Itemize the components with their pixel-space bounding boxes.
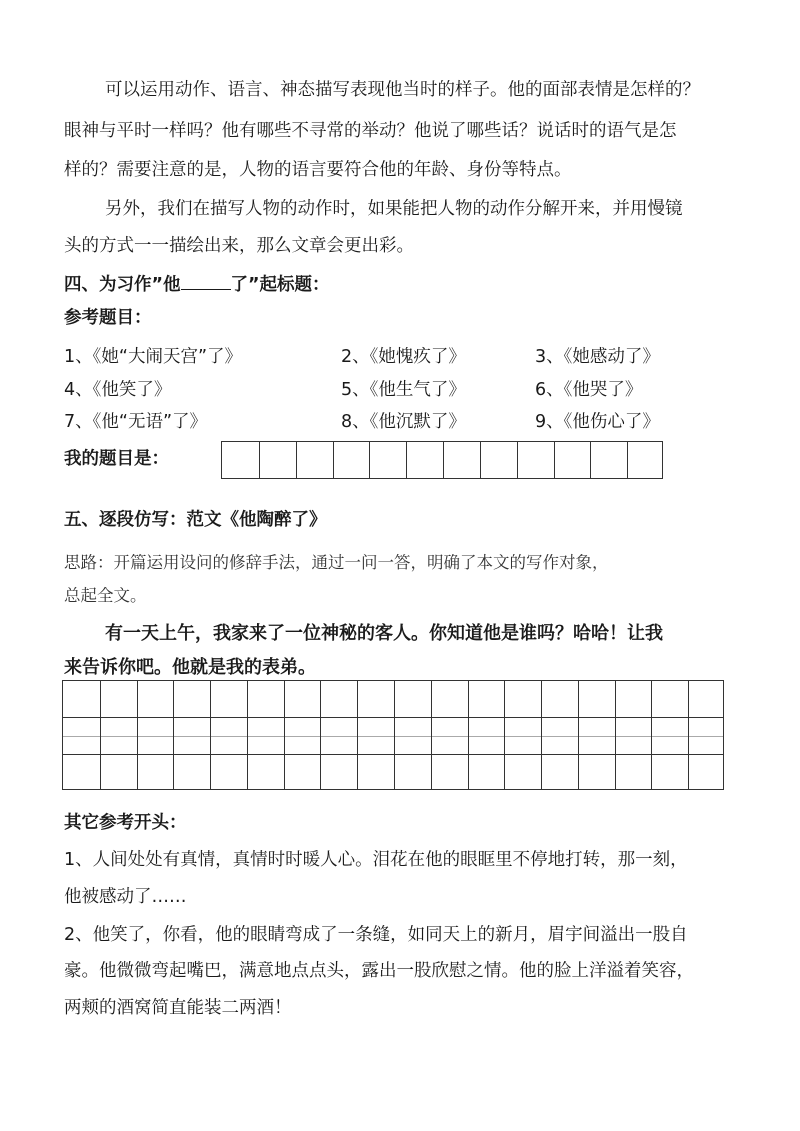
reference-titles-label: 参考题目：: [64, 308, 152, 328]
idea-line-1: 思路：开篇运用设问的修辞手法，通过一问一答，明确了本文的写作对象，: [64, 553, 609, 572]
title-option-8: 8、《他沉默了》: [341, 412, 466, 432]
intro-line-2: 眼神与平时一样吗？他有哪些不寻常的举动？他说了哪些话？说话时的语气是怎: [64, 121, 677, 141]
section4-heading: [64, 275, 744, 295]
intro-line-4: 另外，我们在描写人物的动作时，如果能把人物的动作分解开来，并用慢镜: [105, 199, 683, 219]
idea-line-2: 总起全文。: [64, 586, 147, 605]
title-option-9: 9、《他伤心了》: [535, 412, 660, 432]
other-openings-heading: 其它参考开头：: [64, 813, 187, 833]
title-blank: [181, 275, 231, 290]
sample-line-1: 有一天上午，我家来了一位神秘的客人。你知道他是谁吗？哈哈！让我: [105, 623, 663, 644]
section4-heading-pre: 四、为习作”他: [64, 275, 181, 295]
my-title-label: 我的题目是：: [64, 449, 169, 469]
title-option-1: 1、《她“大闹天宫”了》: [64, 347, 243, 367]
my-title-grid[interactable]: [221, 441, 663, 479]
intro-line-5: 头的方式一一描绘出来，那么文章会更出彩。: [64, 236, 414, 256]
title-option-4: 4、《他笑了》: [64, 380, 172, 400]
sample-line-2: 来告诉你吧。他就是我的表弟。: [64, 657, 316, 678]
title-option-2: 2、《她愧疚了》: [341, 347, 466, 367]
title-option-7: 7、《他“无语”了》: [64, 412, 208, 432]
opening-1-line-2: 他被感动了……: [64, 887, 187, 907]
title-option-6: 6、《他哭了》: [535, 380, 643, 400]
section5-heading: 五、逐段仿写：范文《他陶醉了》: [64, 510, 327, 530]
writing-grid[interactable]: [62, 680, 724, 790]
intro-line-1: 可以运用动作、语言、神态描写表现他当时的样子。他的面部表情是怎样的？: [105, 80, 700, 100]
opening-1-line-1: 1、人间处处有真情，真情时时暖人心。泪花在他的眼眶里不停地打转，那一刻，: [64, 850, 688, 870]
opening-2-line-3: 两颊的酒窝简直能装二两酒！: [64, 998, 292, 1018]
opening-2-line-2: 豪。他微微弯起嘴巴，满意地点点头，露出一股欣慰之情。他的脸上洋溢着笑容，: [64, 961, 694, 981]
title-option-5: 5、《他生气了》: [341, 380, 466, 400]
section4-heading-post: 了”起标题：: [230, 275, 330, 295]
intro-line-3: 样的？需要注意的是，人物的语言要符合他的年龄、身份等特点。: [64, 160, 572, 180]
title-option-3: 3、《她感动了》: [535, 347, 660, 367]
opening-2-line-1: 2、他笑了，你看，他的眼睛弯成了一条缝，如同天上的新月，眉宇间溢出一股自: [64, 925, 688, 945]
